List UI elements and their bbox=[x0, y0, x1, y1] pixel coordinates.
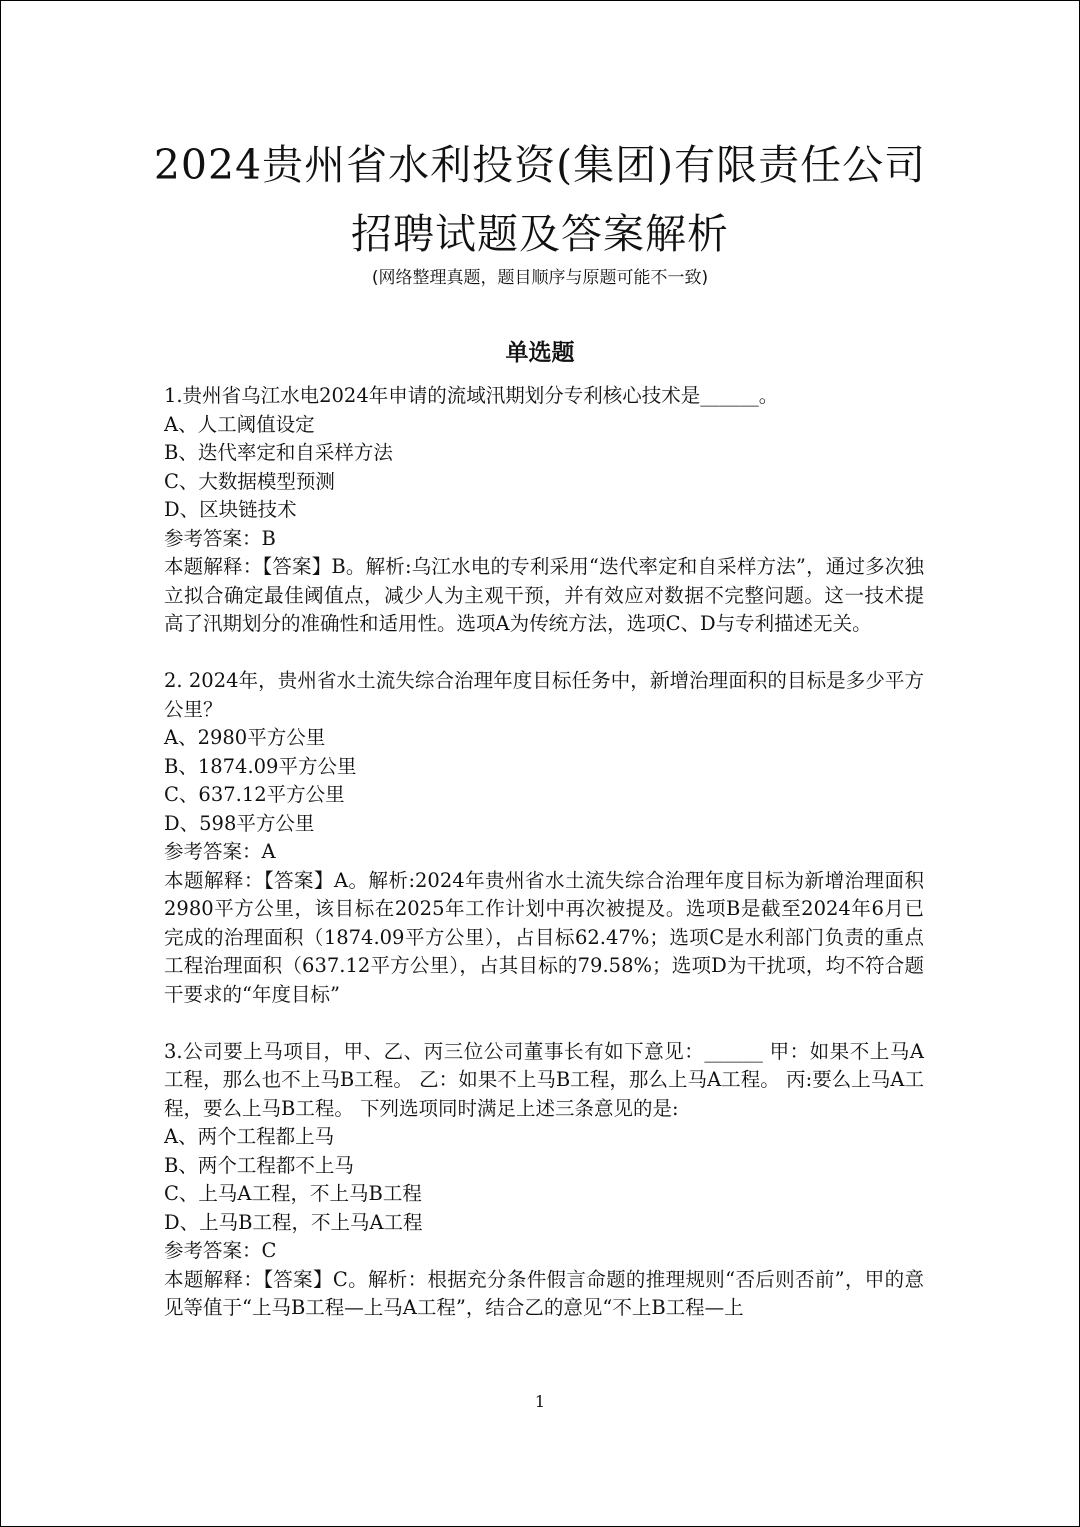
option-d: D、上马B工程，不上马A工程 bbox=[164, 1210, 423, 1234]
option-c: C、上马A工程，不上马B工程 bbox=[164, 1182, 422, 1205]
question-stem: 2. 2024年，贵州省水土流失综合治理年度目标任务中，新增治理面积的目标是多少平方公里？ bbox=[164, 669, 924, 721]
answer-explanation: 本题解释：【答案】C。解析：根据充分条件假言命题的推理规则“否后则否前”，甲的意见等值于“上马B工程—上马A工程”，结合乙的意见“不上B工程—上 bbox=[164, 1267, 924, 1319]
document-title-line1: 2024贵州省水利投资(集团)有限责任公司 bbox=[153, 141, 927, 189]
page-number: 1 bbox=[534, 1392, 546, 1411]
option-a: A、2980平方公里 bbox=[164, 726, 326, 749]
question-list bbox=[164, 382, 924, 1351]
question-stem: 3.公司要上马项目，甲、乙、丙三位公司董事长有如下意见：______ 甲：如果不上马A工程，那么也不上马B工程。 乙：如果不上马B工程，那么上马A工程。 丙:要么上马A工程，要么上马B工程。 下列选项同时满足上述三条意见的是: bbox=[164, 1039, 924, 1120]
option-d: D、598平方公里 bbox=[164, 811, 315, 835]
reference-answer: 参考答案：C bbox=[164, 1239, 277, 1262]
option-b: B、1874.09平方公里 bbox=[164, 754, 357, 778]
reference-answer: 参考答案：A bbox=[164, 840, 276, 863]
question-stem: 1.贵州省乌江水电2024年申请的流域汛期划分专利核心技术是______。 bbox=[164, 384, 779, 407]
document-subtitle: (网络整理真题，题目顺序与原题可能不一致) bbox=[371, 268, 709, 288]
option-b: B、两个工程都不上马 bbox=[164, 1153, 354, 1177]
option-a: A、两个工程都上马 bbox=[164, 1125, 335, 1148]
option-a: A、人工阈值设定 bbox=[164, 412, 315, 436]
question-3 bbox=[164, 1038, 924, 1323]
option-b: B、迭代率定和自采样方法 bbox=[164, 441, 393, 464]
answer-explanation: 本题解释：【答案】B。解析:乌江水电的专利采用“迭代率定和自采样方法”，通过多次独立拟合确定最佳阈值点，减少人为主观干预，并有效应对数据不完整问题。这一技术提高了汛期划分的准确性和适用性。选项A为传统方法，选项C、D与专利描述无关。 bbox=[164, 555, 924, 635]
reference-answer: 参考答案：B bbox=[164, 526, 276, 550]
question-1 bbox=[164, 382, 924, 639]
option-c: C、637.12平方公里 bbox=[164, 783, 345, 806]
question-2 bbox=[164, 667, 924, 1009]
option-c: C、大数据模型预测 bbox=[164, 469, 335, 493]
document-title-line2: 招聘试题及答案解析 bbox=[351, 210, 729, 258]
answer-explanation: 本题解释：【答案】A。解析:2024年贵州省水土流失综合治理年度目标为新增治理面积2980平方公里，该目标在2025年工作计划中再次被提及。选项B是截至2024年6月已完成的治理面积（1874.09平方公里），占目标62.47%；选项C是水利部门负责的重点工程治理面积（637.12平方公里），占其目标的79.58%；选项D为干扰项，均不符合题干要求的“年度目标” bbox=[164, 868, 924, 1006]
option-d: D、区块链技术 bbox=[164, 498, 297, 521]
section-heading: 单选题 bbox=[505, 340, 575, 366]
